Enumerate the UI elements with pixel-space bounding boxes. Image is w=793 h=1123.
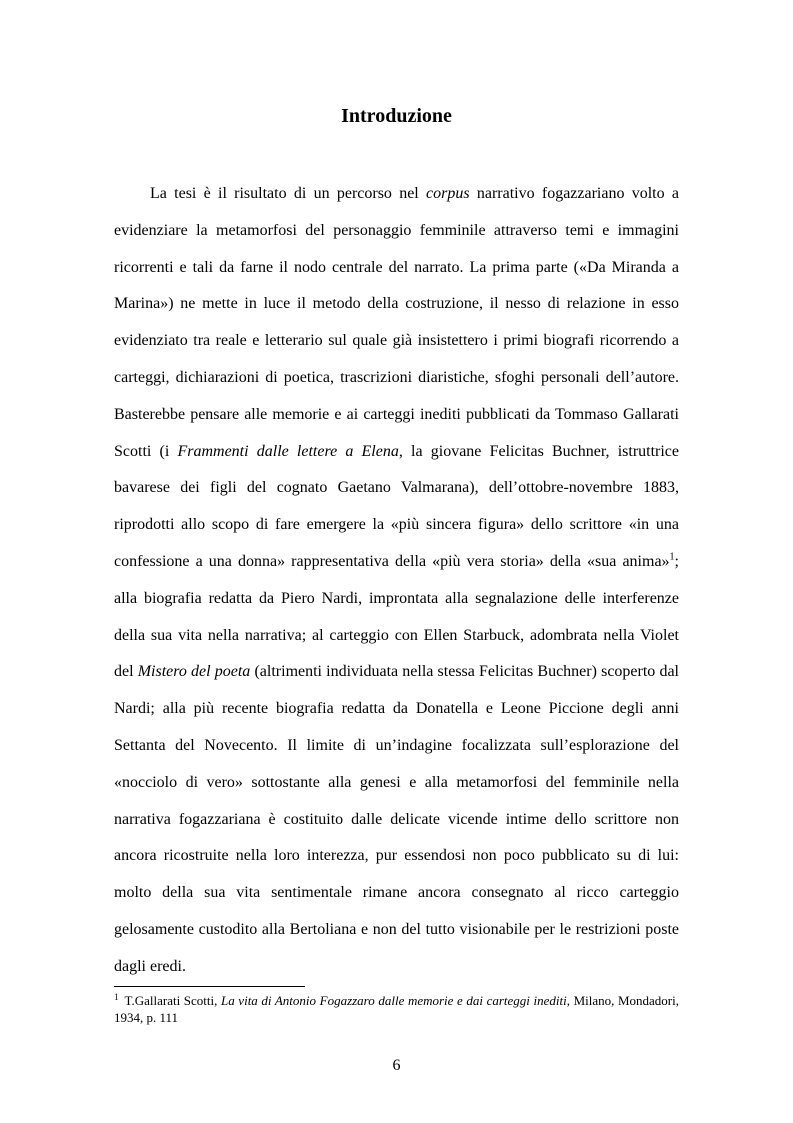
footnote-reference[interactable]: 1	[669, 551, 675, 563]
footnote-text: T.Gallarati Scotti,	[124, 993, 221, 1008]
italic-work-title: Frammenti dalle lettere a Elena	[177, 442, 399, 460]
italic-term: corpus	[426, 185, 470, 202]
footnote	[114, 992, 679, 1026]
paragraph-text: ; alla biografia redatta da Piero Nardi, improntata alla segnalazione delle interferenze della sua vita nella narrativa; al carteggio con Ellen Starbuck, adombrata nella Violet del	[114, 552, 679, 681]
paragraph-text: La tesi è il risultato di un percorso nel	[150, 185, 427, 202]
italic-work-title: Mistero del poeta	[137, 663, 251, 681]
paragraph-text: narrativo fogazzariano volto a evidenziare la metamorfosi del personaggio femminile attraverso temi e immagini ricorrenti e tali da farne il nodo centrale del narrato. La prima parte («Da Miranda a Marina») ne mette in luce il metodo della costruzione, il nesso di relazione in esso evidenziato tra reale e letterario sul quale già insistettero i primi biografi ricorrendo a carteggi, dichiarazioni di poetica, trascrizioni diaristiche, sfoghi personali dell’autore. Basterebbe pensare alle memorie e ai carteggi inediti pubblicati da Tommaso Gallarati Scotti (i	[114, 185, 679, 460]
footnote-separator	[114, 986, 305, 987]
footnote-text: , Milano, Mondadori, 1934, p. 111	[114, 993, 679, 1025]
page-number: 6	[392, 1057, 401, 1074]
paragraph-text: , la giovane Felicitas Buchner, istruttrice bavarese dei figli del cognato Gaetano Valmarana), dell’ottobre-novembre 1883, riprodotti allo scopo di fare emergere la «più sincera figura» dello scrittore «in una confessione a una donna» rappresentativa della «più vera storia» della «sua anima»	[114, 442, 680, 570]
body-paragraph	[114, 176, 679, 986]
footnote-work-title: La vita di Antonio Fogazzaro dalle memorie e dai carteggi inediti	[220, 993, 567, 1008]
page-title: Introduzione	[341, 105, 452, 127]
paragraph-text: (altrimenti individuata nella stessa Felicitas Buchner) scoperto dal Nardi; alla più recente biografia redatta da Donatella e Leone Piccione degli anni Settanta del Novecento. Il limite di un’indagine focalizzata sull’esplorazione del «nocciolo di vero» sottostante alla genesi e alla metamorfosi del femminile nella narrativa fogazzariana è costituito dalle delicate vicende intime dello scrittore non ancora ricostruite nella loro interezza, pur essendosi non poco pubblicato su di lui: molto della sua vita sentimentale rimane ancora consegnato al ricco carteggio gelosamente custodito alla Bertoliana e non del tutto visionabile per le restrizioni poste dagli eredi.	[114, 663, 680, 975]
footnote-mark: 1	[114, 991, 119, 1002]
